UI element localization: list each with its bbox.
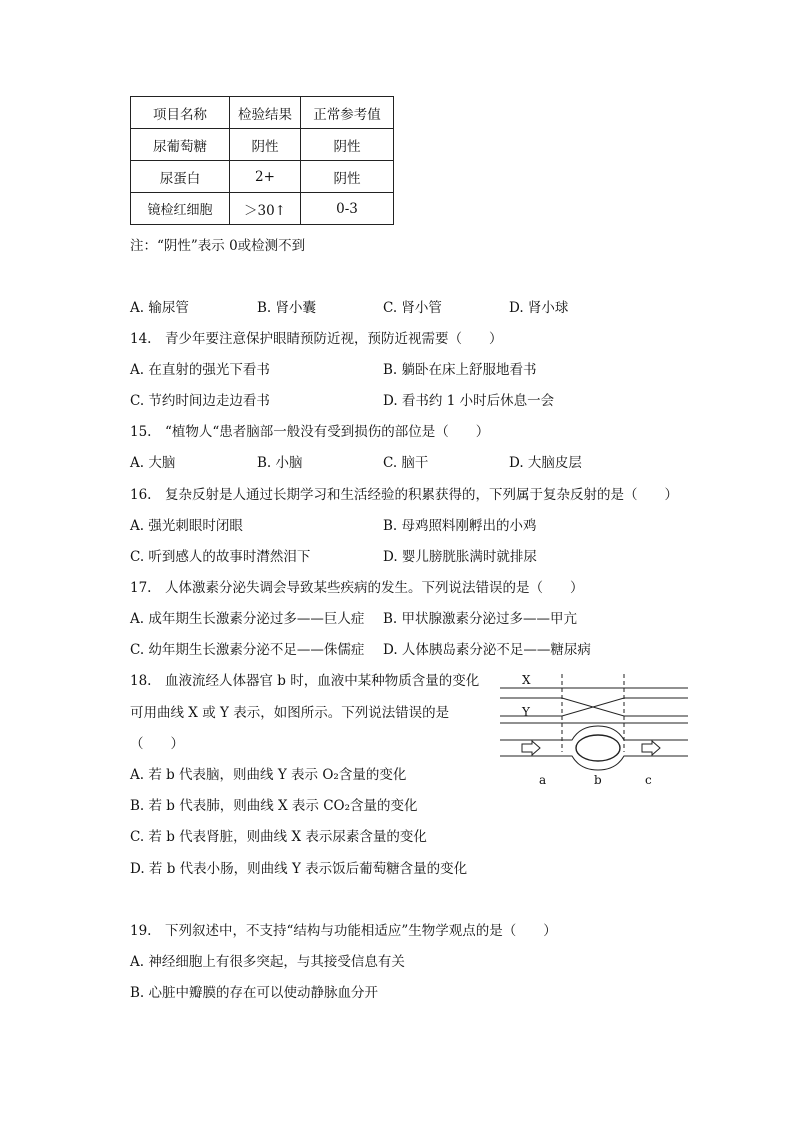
q17-option-d: D. 人体胰岛素分泌不足——糖尿病 xyxy=(383,642,591,658)
q13-option-a: A. 输尿管 xyxy=(130,300,189,316)
table-cell: 尿葡萄糖 xyxy=(131,129,230,161)
table-note: 注：“阴性”表示 0或检测不到 xyxy=(130,238,306,254)
q16-option-d: D. 婴儿膀胱胀满时就排尿 xyxy=(383,549,537,565)
q18-option-d: D. 若 b 代表小肠，则曲线 Y 表示饭后葡萄糖含量的变化 xyxy=(130,861,468,877)
q13-option-b: B. 肾小囊 xyxy=(257,300,317,316)
curve-y-label: Y xyxy=(522,705,530,719)
table-row xyxy=(131,161,394,193)
q17-option-c: C. 幼年期生长激素分泌不足——侏儒症 xyxy=(130,642,365,658)
table-cell: 镜检红细胞 xyxy=(131,193,230,225)
table-cell: 阴性 xyxy=(230,129,301,161)
q19-option-a: A. 神经细胞上有很多突起，与其接受信息有关 xyxy=(130,954,405,970)
segment-a-label: a xyxy=(539,773,547,787)
q14-option-d: D. 看书约 1 小时后休息一会 xyxy=(383,393,555,409)
q15-option-d: D. 大脑皮层 xyxy=(509,455,582,471)
q16-option-a: A. 强光刺眼时闭眼 xyxy=(130,518,243,534)
q15-option-a: A. 大脑 xyxy=(130,455,176,471)
q15-option-b: B. 小脑 xyxy=(257,455,303,471)
q19-stem: 19. 下列叙述中，不支持“结构与功能相适应”生物学观点的是（ ） xyxy=(130,923,557,939)
q17-stem: 17. 人体激素分泌失调会导致某些疾病的发生。下列说法错误的是（ ） xyxy=(130,580,584,596)
segment-b-label: b xyxy=(594,773,602,787)
q14-option-c: C. 节约时间边走边看书 xyxy=(130,393,270,409)
q18-stem-line2: 可用曲线 X 或 Y 表示，如图所示。下列说法错误的是 xyxy=(130,705,450,721)
table-header-row xyxy=(131,97,394,129)
q16-option-b: B. 母鸡照料刚孵出的小鸡 xyxy=(383,518,537,534)
table-cell: 2+ xyxy=(230,161,301,193)
table-row xyxy=(131,193,394,225)
table-cell: 阴性 xyxy=(301,129,394,161)
q17-option-b: B. 甲状腺激素分泌过多——甲亢 xyxy=(383,611,578,627)
segment-c-label: c xyxy=(645,773,652,787)
blood-flow-diagram xyxy=(498,668,694,792)
q15-stem: 15. “植物人“患者脑部一般没有受到损伤的部位是（ ） xyxy=(130,424,490,440)
flow-arrow-left-icon xyxy=(522,741,540,755)
q17-option-a: A. 成年期生长激素分泌过多——巨人症 xyxy=(130,611,365,627)
q15-option-c: C. 脑干 xyxy=(383,455,429,471)
curve-x-label: X xyxy=(522,673,531,687)
q18-option-c: C. 若 b 代表肾脏，则曲线 X 表示尿素含量的变化 xyxy=(130,829,427,845)
table-header-cell: 正常参考值 xyxy=(301,97,394,129)
q16-stem: 16. 复杂反射是人通过长期学习和生活经验的积累获得的，下列属于复杂反射的是（ ） xyxy=(130,487,678,503)
table-header-cell: 项目名称 xyxy=(131,97,230,129)
q13-option-d: D. 肾小球 xyxy=(509,300,569,316)
table-cell: ＞30↑ xyxy=(230,193,301,225)
q18-stem-line1: 18. 血液流经人体器官 b 时，血液中某种物质含量的变化 xyxy=(130,673,480,689)
q13-option-c: C. 肾小管 xyxy=(383,300,442,316)
q18-option-a: A. 若 b 代表脑，则曲线 Y 表示 O₂含量的变化 xyxy=(130,767,407,783)
table-row xyxy=(131,129,394,161)
q18-option-b: B. 若 b 代表肺，则曲线 X 表示 CO₂含量的变化 xyxy=(130,798,418,814)
q14-option-a: A. 在直射的强光下看书 xyxy=(130,362,270,378)
organ-b-shape xyxy=(576,735,620,761)
q14-stem: 14. 青少年要注意保护眼睛预防近视，预防近视需要（ ） xyxy=(130,331,503,347)
q16-option-c: C. 听到感人的故事时潸然泪下 xyxy=(130,549,311,565)
table-cell: 0-3 xyxy=(301,193,394,225)
q18-stem-line3: （ ） xyxy=(130,736,184,752)
lab-result-table xyxy=(130,96,394,225)
flow-arrow-right-icon xyxy=(642,741,660,755)
q19-option-b: B. 心脏中瓣膜的存在可以使动静脉血分开 xyxy=(130,985,379,1001)
table-cell: 尿蛋白 xyxy=(131,161,230,193)
table-header-cell: 检验结果 xyxy=(230,97,301,129)
q14-option-b: B. 躺卧在床上舒服地看书 xyxy=(383,362,537,378)
table-cell: 阴性 xyxy=(301,161,394,193)
